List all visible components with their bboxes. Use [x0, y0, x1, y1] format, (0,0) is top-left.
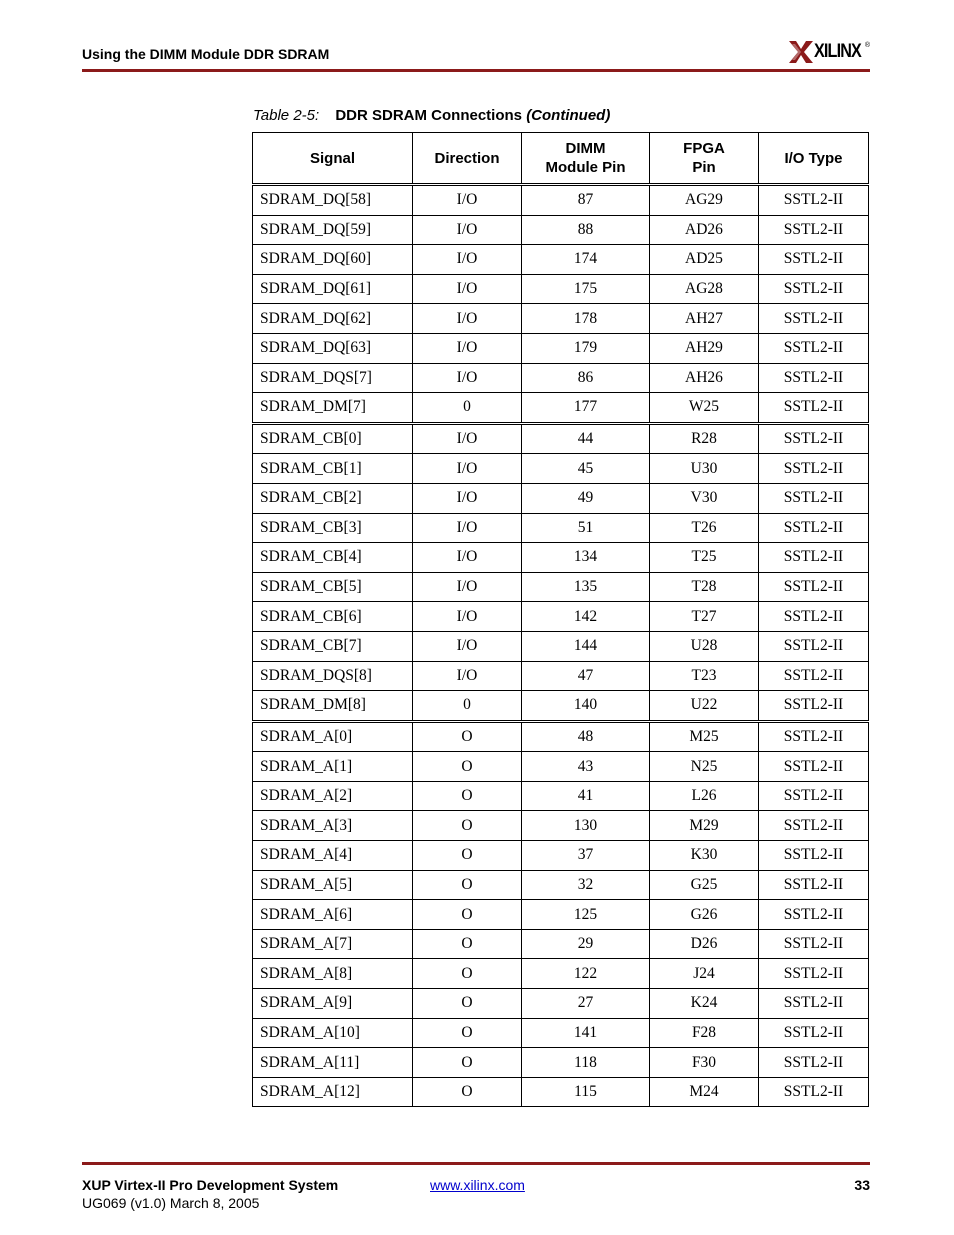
table-cell: SSTL2-II	[759, 543, 869, 573]
table-cell: AD26	[650, 215, 759, 245]
table-cell: 27	[522, 989, 650, 1019]
table-cell: SDRAM_A[1]	[253, 752, 413, 782]
column-header-line: Pin	[692, 159, 716, 176]
table-cell: SDRAM_CB[0]	[253, 423, 413, 454]
table-cell: K30	[650, 841, 759, 871]
table-cell: I/O	[413, 631, 522, 661]
table-cell: SDRAM_CB[5]	[253, 572, 413, 602]
table-cell: SSTL2-II	[759, 959, 869, 989]
table-cell: 134	[522, 543, 650, 573]
table-cell: SDRAM_CB[6]	[253, 602, 413, 632]
table-cell: L26	[650, 781, 759, 811]
table-cell: SSTL2-II	[759, 572, 869, 602]
table-cell: SDRAM_DQ[60]	[253, 245, 413, 275]
column-header	[650, 133, 759, 185]
table-cell: 130	[522, 811, 650, 841]
table-cell: O	[413, 811, 522, 841]
table-cell: SSTL2-II	[759, 215, 869, 245]
table-cell: 177	[522, 393, 650, 424]
table-cell: O	[413, 1077, 522, 1107]
table-cell: T27	[650, 602, 759, 632]
table-cell: I/O	[413, 661, 522, 691]
table-cell: SSTL2-II	[759, 423, 869, 454]
table-cell: 0	[413, 691, 522, 722]
table-row	[253, 363, 869, 393]
table-cell: V30	[650, 483, 759, 513]
table-cell: N25	[650, 752, 759, 782]
table-cell: SDRAM_CB[2]	[253, 483, 413, 513]
table-cell: T23	[650, 661, 759, 691]
table-cell: SSTL2-II	[759, 333, 869, 363]
table-cell: I/O	[413, 543, 522, 573]
table-cell: SSTL2-II	[759, 363, 869, 393]
table-row	[253, 185, 869, 216]
table-cell: D26	[650, 929, 759, 959]
table-cell: O	[413, 870, 522, 900]
table-cell: SDRAM_A[9]	[253, 989, 413, 1019]
table-cell: I/O	[413, 483, 522, 513]
table-cell: SSTL2-II	[759, 274, 869, 304]
table-cell: SDRAM_DM[8]	[253, 691, 413, 722]
table-cell: O	[413, 1018, 522, 1048]
table-cell: SDRAM_A[10]	[253, 1018, 413, 1048]
table-row	[253, 454, 869, 484]
table-row	[253, 959, 869, 989]
table-cell: SSTL2-II	[759, 811, 869, 841]
table-cell: SDRAM_A[4]	[253, 841, 413, 871]
table-cell: O	[413, 752, 522, 782]
table-continued: (Continued)	[526, 107, 611, 124]
table-cell: I/O	[413, 215, 522, 245]
table-caption	[253, 107, 610, 124]
table-row	[253, 333, 869, 363]
table-cell: SSTL2-II	[759, 454, 869, 484]
footer-rule	[82, 1162, 870, 1165]
table-cell: G26	[650, 900, 759, 930]
column-header-line: Signal	[309, 149, 355, 167]
column-header-line: Module Pin	[545, 159, 626, 176]
table-cell: SSTL2-II	[759, 781, 869, 811]
table-cell: AH26	[650, 363, 759, 393]
table-cell: I/O	[413, 454, 522, 484]
table-cell: SSTL2-II	[759, 185, 869, 216]
table-row	[253, 691, 869, 722]
table-row	[253, 989, 869, 1019]
table-cell: SDRAM_A[12]	[253, 1077, 413, 1107]
table-cell: I/O	[413, 513, 522, 543]
table-cell: M24	[650, 1077, 759, 1107]
table-body	[253, 185, 869, 1107]
table-cell: T26	[650, 513, 759, 543]
table-cell: 118	[522, 1048, 650, 1078]
table-row	[253, 811, 869, 841]
table-cell: AG28	[650, 274, 759, 304]
table-cell: U28	[650, 631, 759, 661]
table-row	[253, 661, 869, 691]
table-row	[253, 304, 869, 334]
table-cell: I/O	[413, 245, 522, 275]
table-cell: 115	[522, 1077, 650, 1107]
table-cell: M25	[650, 721, 759, 752]
table-cell: SSTL2-II	[759, 631, 869, 661]
table-cell: O	[413, 959, 522, 989]
table-cell: SSTL2-II	[759, 393, 869, 424]
table-number: Table 2-5:	[253, 107, 320, 124]
registered-mark: ®	[864, 41, 870, 49]
table-cell: SDRAM_DQ[59]	[253, 215, 413, 245]
table-cell: I/O	[413, 602, 522, 632]
table-cell: 44	[522, 423, 650, 454]
table-cell: SSTL2-II	[759, 691, 869, 722]
table-cell: AD25	[650, 245, 759, 275]
column-header-line: I/O Type	[784, 149, 843, 167]
footer-website-link[interactable]: www.xilinx.com	[430, 1177, 525, 1193]
page-number: 33	[854, 1177, 870, 1193]
table-cell: 125	[522, 900, 650, 930]
table-cell: SSTL2-II	[759, 721, 869, 752]
table-title: DDR SDRAM Connections	[335, 107, 523, 124]
table-cell: SSTL2-II	[759, 870, 869, 900]
table-row	[253, 423, 869, 454]
table-cell: M29	[650, 811, 759, 841]
table-cell: 142	[522, 602, 650, 632]
table-cell: 141	[522, 1018, 650, 1048]
table-row	[253, 1018, 869, 1048]
table-cell: AG29	[650, 185, 759, 216]
table-cell: J24	[650, 959, 759, 989]
section-title: Using the DIMM Module DDR SDRAM	[82, 46, 330, 62]
table-cell: I/O	[413, 363, 522, 393]
table-row	[253, 631, 869, 661]
table-cell: I/O	[413, 304, 522, 334]
table-cell: 51	[522, 513, 650, 543]
table-cell: SDRAM_A[8]	[253, 959, 413, 989]
table-cell: SSTL2-II	[759, 929, 869, 959]
table-cell: SDRAM_A[2]	[253, 781, 413, 811]
table-row	[253, 841, 869, 871]
table-cell: 178	[522, 304, 650, 334]
table-cell: O	[413, 781, 522, 811]
column-header	[759, 133, 869, 185]
table-cell: 43	[522, 752, 650, 782]
table-cell: 32	[522, 870, 650, 900]
table-cell: SSTL2-II	[759, 1048, 869, 1078]
table-cell: AH29	[650, 333, 759, 363]
table-cell: SDRAM_A[3]	[253, 811, 413, 841]
table-cell: W25	[650, 393, 759, 424]
table-row	[253, 483, 869, 513]
table-cell: O	[413, 721, 522, 752]
header-row	[253, 133, 869, 185]
table-cell: 179	[522, 333, 650, 363]
column-header-line: Direction	[434, 149, 500, 167]
table-cell: SDRAM_DQ[62]	[253, 304, 413, 334]
table-cell: 144	[522, 631, 650, 661]
table-cell: SDRAM_A[7]	[253, 929, 413, 959]
table-row	[253, 393, 869, 424]
table-cell: SSTL2-II	[759, 989, 869, 1019]
table-cell: SDRAM_A[6]	[253, 900, 413, 930]
table-cell: R28	[650, 423, 759, 454]
table-row	[253, 543, 869, 573]
table-cell: 135	[522, 572, 650, 602]
table-cell: I/O	[413, 572, 522, 602]
xilinx-logo	[789, 40, 870, 64]
table-cell: SSTL2-II	[759, 841, 869, 871]
table-row	[253, 1048, 869, 1078]
table-row	[253, 1077, 869, 1107]
table-cell: O	[413, 900, 522, 930]
table-cell: SSTL2-II	[759, 661, 869, 691]
xilinx-x-icon	[789, 41, 813, 63]
table-cell: F28	[650, 1018, 759, 1048]
table-cell: O	[413, 841, 522, 871]
table-cell: K24	[650, 989, 759, 1019]
table-cell: U30	[650, 454, 759, 484]
table-cell: 175	[522, 274, 650, 304]
table-row	[253, 513, 869, 543]
footer-product: XUP Virtex-II Pro Development System	[82, 1177, 339, 1193]
table-cell: SSTL2-II	[759, 602, 869, 632]
table-cell: 29	[522, 929, 650, 959]
table-cell: SSTL2-II	[759, 304, 869, 334]
table-cell: SDRAM_DQ[58]	[253, 185, 413, 216]
table-cell: F30	[650, 1048, 759, 1078]
table-cell: 47	[522, 661, 650, 691]
table-cell: T25	[650, 543, 759, 573]
connections-table	[252, 132, 869, 1107]
table-cell: 0	[413, 393, 522, 424]
table-cell: 140	[522, 691, 650, 722]
table-cell: AH27	[650, 304, 759, 334]
column-header-line: FPGA	[683, 140, 725, 157]
table-cell: SDRAM_A[0]	[253, 721, 413, 752]
table-cell: SDRAM_CB[1]	[253, 454, 413, 484]
header-rule	[82, 69, 870, 72]
page-header	[82, 41, 870, 72]
table-cell: O	[413, 929, 522, 959]
table-row	[253, 274, 869, 304]
table-cell: SSTL2-II	[759, 483, 869, 513]
table-cell: SSTL2-II	[759, 245, 869, 275]
table-cell: O	[413, 989, 522, 1019]
table-cell: T28	[650, 572, 759, 602]
table-row	[253, 752, 869, 782]
table-cell: SDRAM_A[5]	[253, 870, 413, 900]
table-row	[253, 215, 869, 245]
table-cell: SDRAM_A[11]	[253, 1048, 413, 1078]
table-cell: SDRAM_DQ[61]	[253, 274, 413, 304]
table-row	[253, 870, 869, 900]
table-cell: SDRAM_CB[4]	[253, 543, 413, 573]
column-header	[253, 133, 413, 185]
table-cell: I/O	[413, 185, 522, 216]
table-cell: 88	[522, 215, 650, 245]
table-cell: 41	[522, 781, 650, 811]
table-cell: SDRAM_DM[7]	[253, 393, 413, 424]
table-row	[253, 781, 869, 811]
column-header	[413, 133, 522, 185]
column-header-line: DIMM	[565, 140, 606, 157]
table-cell: SDRAM_DQ[63]	[253, 333, 413, 363]
table-row	[253, 245, 869, 275]
table-cell: U22	[650, 691, 759, 722]
table-cell: 48	[522, 721, 650, 752]
table-row	[253, 929, 869, 959]
table-cell: 87	[522, 185, 650, 216]
logo-wordmark: XILINX	[813, 41, 861, 62]
table-cell: 37	[522, 841, 650, 871]
table-row	[253, 900, 869, 930]
table-cell: O	[413, 1048, 522, 1078]
column-header	[522, 133, 650, 185]
table-cell: SDRAM_CB[7]	[253, 631, 413, 661]
footer-doc-id: UG069 (v1.0) March 8, 2005	[82, 1195, 260, 1211]
footer-info	[82, 1177, 338, 1211]
table-cell: 45	[522, 454, 650, 484]
table-cell: SSTL2-II	[759, 752, 869, 782]
table-cell: 49	[522, 483, 650, 513]
table-cell: SDRAM_DQS[7]	[253, 363, 413, 393]
table-cell: SDRAM_DQS[8]	[253, 661, 413, 691]
table-cell: I/O	[413, 423, 522, 454]
table-cell: SSTL2-II	[759, 1077, 869, 1107]
table-row	[253, 602, 869, 632]
table-row	[253, 572, 869, 602]
table-cell: SSTL2-II	[759, 513, 869, 543]
table-cell: 122	[522, 959, 650, 989]
table-cell: SSTL2-II	[759, 900, 869, 930]
table-cell: 86	[522, 363, 650, 393]
table-cell: I/O	[413, 333, 522, 363]
table-cell: SSTL2-II	[759, 1018, 869, 1048]
table-row	[253, 721, 869, 752]
table-cell: 174	[522, 245, 650, 275]
table-cell: G25	[650, 870, 759, 900]
table-cell: SDRAM_CB[3]	[253, 513, 413, 543]
table-cell: I/O	[413, 274, 522, 304]
